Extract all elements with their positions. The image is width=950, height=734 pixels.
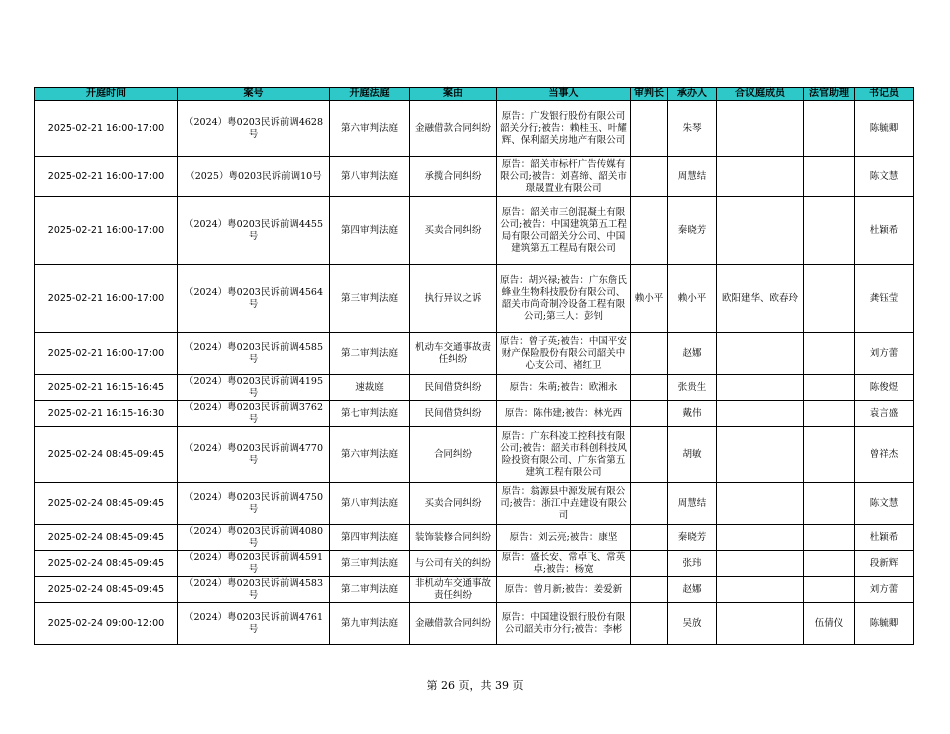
page-footer: 第 26 页，共 39 页	[426, 679, 524, 692]
cell-chief-judge	[631, 551, 668, 577]
cell-hearing-time: 2025-02-21 16:00-17:00	[35, 101, 178, 157]
header-case-no: 案号	[178, 88, 330, 101]
cell-chief-judge: 赖小平	[631, 265, 668, 333]
table-row	[35, 375, 914, 401]
cell-judge-assistant	[804, 157, 855, 197]
cell-parties: 原告：中国建设银行股份有限公司韶关市分行;被告：李彬	[497, 603, 631, 645]
cell-parties: 原告：刘云亮;被告：康坚	[497, 525, 631, 551]
header-row	[35, 88, 914, 101]
cell-hearing-time: 2025-02-21 16:00-17:00	[35, 265, 178, 333]
cell-case-number: （2025）粤0203民诉前调10号	[178, 157, 330, 197]
cell-handler: 赵娜	[668, 577, 717, 603]
table-row	[35, 577, 914, 603]
cell-parties: 原告：韶关市标杆广告传媒有限公司;被告：刘喜缔、韶关市璟晟置业有限公司	[497, 157, 631, 197]
cell-clerk: 杜颖希	[855, 525, 914, 551]
cell-case-cause: 民间借贷纠纷	[410, 375, 497, 401]
cell-courtroom: 第二审判法庭	[330, 333, 410, 375]
cell-case-number: （2024）粤0203民诉前调4585号	[178, 333, 330, 375]
cell-hearing-time: 2025-02-21 16:15-16:45	[35, 375, 178, 401]
cell-parties: 原告：曾月新;被告：姜爱新	[497, 577, 631, 603]
hearing-schedule-table	[34, 87, 914, 645]
cell-courtroom: 速裁庭	[330, 375, 410, 401]
table-row	[35, 551, 914, 577]
cell-clerk: 龚钰莹	[855, 265, 914, 333]
cell-hearing-time: 2025-02-21 16:00-17:00	[35, 333, 178, 375]
cell-case-number: （2024）粤0203民诉前调4750号	[178, 483, 330, 525]
cell-hearing-time: 2025-02-24 08:45-09:45	[35, 551, 178, 577]
cell-chief-judge	[631, 483, 668, 525]
cell-panel-members	[717, 603, 804, 645]
cell-judge-assistant	[804, 577, 855, 603]
cell-chief-judge	[631, 401, 668, 427]
cell-case-cause: 非机动车交通事故责任纠纷	[410, 577, 497, 603]
cell-chief-judge	[631, 197, 668, 265]
cell-case-number: （2024）粤0203民诉前调4564号	[178, 265, 330, 333]
cell-judge-assistant	[804, 265, 855, 333]
cell-parties: 原告：陈伟建;被告：林光西	[497, 401, 631, 427]
cell-hearing-time: 2025-02-21 16:00-17:00	[35, 197, 178, 265]
cell-courtroom: 第四审判法庭	[330, 525, 410, 551]
cell-chief-judge	[631, 603, 668, 645]
table-row	[35, 333, 914, 375]
cell-hearing-time: 2025-02-24 08:45-09:45	[35, 525, 178, 551]
cell-parties: 原告：广东科凌工控科技有限公司;被告：韶关市科创科技风险投资有限公司、广东省第五建筑工程有限公司	[497, 427, 631, 483]
cell-case-cause: 装饰装修合同纠纷	[410, 525, 497, 551]
cell-judge-assistant	[804, 551, 855, 577]
cell-clerk: 刘方蕾	[855, 577, 914, 603]
cell-panel-members	[717, 101, 804, 157]
cell-handler: 朱琴	[668, 101, 717, 157]
cell-case-cause: 与公司有关的纠纷	[410, 551, 497, 577]
cell-hearing-time: 2025-02-24 08:45-09:45	[35, 427, 178, 483]
cell-handler: 张贵生	[668, 375, 717, 401]
cell-case-cause: 执行异议之诉	[410, 265, 497, 333]
cell-courtroom: 第三审判法庭	[330, 551, 410, 577]
cell-panel-members	[717, 197, 804, 265]
cell-case-number: （2024）粤0203民诉前调4583号	[178, 577, 330, 603]
cell-courtroom: 第六审判法庭	[330, 427, 410, 483]
cell-handler: 吴放	[668, 603, 717, 645]
cell-chief-judge	[631, 427, 668, 483]
cell-courtroom: 第七审判法庭	[330, 401, 410, 427]
header-clerk: 书记员	[855, 88, 914, 101]
table-row	[35, 525, 914, 551]
cell-judge-assistant	[804, 375, 855, 401]
cell-hearing-time: 2025-02-24 09:00-12:00	[35, 603, 178, 645]
cell-case-cause: 买卖合同纠纷	[410, 197, 497, 265]
table-row	[35, 197, 914, 265]
cell-case-number: （2024）粤0203民诉前调4628号	[178, 101, 330, 157]
cell-chief-judge	[631, 157, 668, 197]
cell-clerk: 陈毓卿	[855, 101, 914, 157]
cell-panel-members	[717, 157, 804, 197]
table-row	[35, 483, 914, 525]
header-handler: 承办人	[668, 88, 717, 101]
cell-panel-members	[717, 525, 804, 551]
cell-hearing-time: 2025-02-24 08:45-09:45	[35, 483, 178, 525]
cell-clerk: 段新辉	[855, 551, 914, 577]
cell-panel-members	[717, 483, 804, 525]
cell-chief-judge	[631, 333, 668, 375]
cell-courtroom: 第二审判法庭	[330, 577, 410, 603]
cell-judge-assistant	[804, 333, 855, 375]
cell-handler: 赵娜	[668, 333, 717, 375]
cell-case-cause: 金融借款合同纠纷	[410, 101, 497, 157]
cell-case-number: （2024）粤0203民诉前调4770号	[178, 427, 330, 483]
cell-courtroom: 第四审判法庭	[330, 197, 410, 265]
cell-clerk: 陈毓卿	[855, 603, 914, 645]
table-row	[35, 157, 914, 197]
table-row	[35, 265, 914, 333]
cell-panel-members	[717, 401, 804, 427]
cell-handler: 秦晓芳	[668, 525, 717, 551]
cell-handler: 张玮	[668, 551, 717, 577]
cell-case-cause: 承揽合同纠纷	[410, 157, 497, 197]
cell-clerk: 袁言盛	[855, 401, 914, 427]
cell-hearing-time: 2025-02-21 16:00-17:00	[35, 157, 178, 197]
header-chief-judge: 审判长	[631, 88, 668, 101]
cell-parties: 原告：曾子英;被告：中国平安财产保险股份有限公司韶关中心支公司、褚红卫	[497, 333, 631, 375]
cell-case-number: （2024）粤0203民诉前调4080号	[178, 525, 330, 551]
header-cause: 案由	[410, 88, 497, 101]
cell-handler: 戴伟	[668, 401, 717, 427]
cell-hearing-time: 2025-02-21 16:15-16:30	[35, 401, 178, 427]
table-row	[35, 427, 914, 483]
cell-case-number: （2024）粤0203民诉前调4455号	[178, 197, 330, 265]
cell-clerk: 陈文慧	[855, 157, 914, 197]
cell-chief-judge	[631, 101, 668, 157]
cell-handler: 周慧结	[668, 483, 717, 525]
header-assistant: 法官助理	[804, 88, 855, 101]
cell-parties: 原告：广发银行股份有限公司韶关分行;被告：赖桂玉、叶耀辉、保利韶关房地产有限公司	[497, 101, 631, 157]
cell-handler: 周慧结	[668, 157, 717, 197]
cell-clerk: 曾祥杰	[855, 427, 914, 483]
cell-clerk: 刘方蕾	[855, 333, 914, 375]
cell-parties: 原告：盛长安、常卓飞、常英卓;被告：杨宽	[497, 551, 631, 577]
cell-courtroom: 第八审判法庭	[330, 157, 410, 197]
cell-case-number: （2024）粤0203民诉前调4591号	[178, 551, 330, 577]
cell-case-cause: 金融借款合同纠纷	[410, 603, 497, 645]
cell-handler: 胡敏	[668, 427, 717, 483]
table-row	[35, 603, 914, 645]
cell-panel-members: 欧阳建华、欧春玲	[717, 265, 804, 333]
header-panel: 合议庭成员	[717, 88, 804, 101]
table-row	[35, 101, 914, 157]
cell-hearing-time: 2025-02-24 08:45-09:45	[35, 577, 178, 603]
cell-chief-judge	[631, 525, 668, 551]
cell-courtroom: 第八审判法庭	[330, 483, 410, 525]
cell-parties: 原告：翁源县中源发展有限公司;被告：浙江中垚建设有限公司	[497, 483, 631, 525]
cell-panel-members	[717, 551, 804, 577]
cell-case-number: （2024）粤0203民诉前调3762号	[178, 401, 330, 427]
table-row	[35, 401, 914, 427]
cell-case-number: （2024）粤0203民诉前调4195号	[178, 375, 330, 401]
cell-judge-assistant: 伍倩仪	[804, 603, 855, 645]
header-time: 开庭时间	[35, 88, 178, 101]
header-parties: 当事人	[497, 88, 631, 101]
cell-panel-members	[717, 427, 804, 483]
cell-panel-members	[717, 375, 804, 401]
cell-case-cause: 买卖合同纠纷	[410, 483, 497, 525]
cell-judge-assistant	[804, 101, 855, 157]
cell-courtroom: 第九审判法庭	[330, 603, 410, 645]
cell-chief-judge	[631, 375, 668, 401]
cell-courtroom: 第三审判法庭	[330, 265, 410, 333]
cell-judge-assistant	[804, 483, 855, 525]
cell-handler: 赖小平	[668, 265, 717, 333]
header-court: 开庭法庭	[330, 88, 410, 101]
cell-clerk: 陈俊煜	[855, 375, 914, 401]
cell-chief-judge	[631, 577, 668, 603]
cell-clerk: 杜颖希	[855, 197, 914, 265]
cell-panel-members	[717, 333, 804, 375]
cell-courtroom: 第六审判法庭	[330, 101, 410, 157]
cell-judge-assistant	[804, 525, 855, 551]
cell-judge-assistant	[804, 427, 855, 483]
cell-judge-assistant	[804, 401, 855, 427]
cell-case-cause: 合同纠纷	[410, 427, 497, 483]
cell-case-cause: 民间借贷纠纷	[410, 401, 497, 427]
cell-case-number: （2024）粤0203民诉前调4761号	[178, 603, 330, 645]
cell-handler: 秦晓芳	[668, 197, 717, 265]
cell-parties: 原告：朱萌;被告：欧湘永	[497, 375, 631, 401]
cell-parties: 原告：胡兴禄;被告：广东詹氏蜂业生物科技股份有限公司、韶关市尚奇制冷设备工程有限公司;第三人：彭钊	[497, 265, 631, 333]
cell-clerk: 陈文慧	[855, 483, 914, 525]
cell-parties: 原告：韶关市三创混凝土有限公司;被告：中国建筑第五工程局有限公司韶关分公司、中国建筑第五工程局有限公司	[497, 197, 631, 265]
cell-panel-members	[717, 577, 804, 603]
cell-judge-assistant	[804, 197, 855, 265]
cell-case-cause: 机动车交通事故责任纠纷	[410, 333, 497, 375]
